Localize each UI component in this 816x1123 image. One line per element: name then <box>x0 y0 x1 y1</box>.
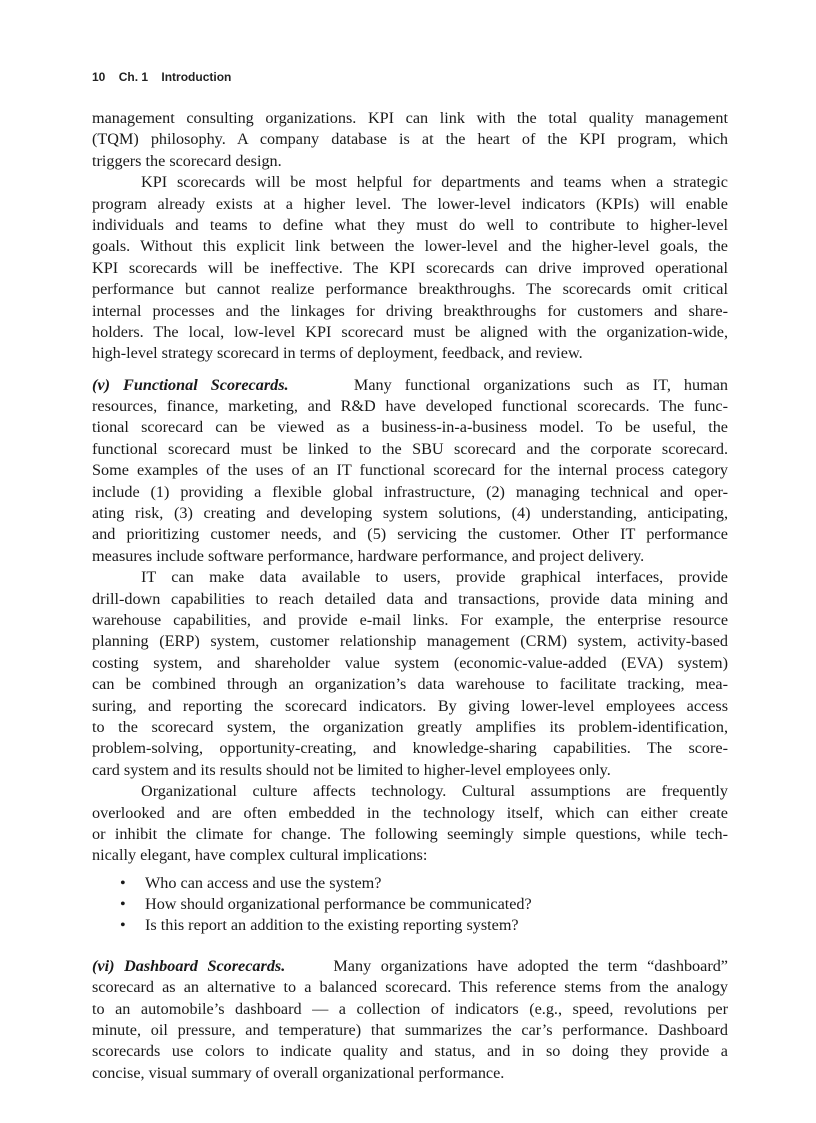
text-line: to an automobile’s dashboard — a collection of indicators (e.g., speed, revolutions per <box>92 999 728 1018</box>
text-line: holders. The local, low-level KPI scorecard must be aligned with the organization-wide, <box>92 322 728 341</box>
text-line: include (1) providing a flexible global infrastructure, (2) managing technical and oper- <box>92 482 728 501</box>
text-line: internal processes and the linkages for driving breakthroughs for customers and share- <box>92 301 728 320</box>
text-line: concise, visual summary of overall organizational performance. <box>92 1063 505 1082</box>
text-line: tional scorecard can be viewed as a business-in-a-business model. To be useful, the <box>92 418 728 437</box>
text-line: (TQM) philosophy. A company database is at the heart of the KPI program, which <box>92 130 728 149</box>
section-heading: (v) Functional Scorecards. <box>92 375 289 394</box>
paragraph-text: Many functional organizations such as IT, human <box>353 375 728 394</box>
text-line: drill-down capabilities to reach detailed data and transactions, provide data mining and <box>92 589 728 608</box>
text-line: program already exists at a higher level. The lower-level indicators (KPIs) will enable <box>92 194 728 213</box>
paragraph-kpi-scorecards <box>92 172 728 365</box>
paragraph-dashboard-scorecards <box>92 977 728 1084</box>
bullet-list <box>92 873 728 937</box>
text-line: KPI scorecards will be most helpful for departments and teams when a strategic <box>141 173 728 192</box>
chapter-label: Ch. 1 <box>118 70 149 84</box>
text-line: minute, oil pressure, and temperature) that summarizes the car’s performance. Dashboard <box>92 1021 728 1040</box>
bullet-icon: • <box>120 873 126 892</box>
paragraph-functional-scorecards <box>92 396 728 567</box>
running-header <box>92 70 241 84</box>
section-heading: (vi) Dashboard Scorecards. <box>92 956 286 975</box>
text-line: high-level strategy scorecard in terms of deployment, feedback, and review. <box>92 344 583 363</box>
paragraph-kpi-intro <box>92 108 728 172</box>
list-item-text: Is this report an addition to the existing reporting system? <box>145 916 519 935</box>
text-line: triggers the scorecard design. <box>92 151 282 170</box>
text-line: can be combined through an organization’s data warehouse to facilitate tracking, mea- <box>92 675 728 694</box>
text-line: and prioritizing customer needs, and (5) servicing the customer. Other IT performance <box>92 525 728 544</box>
section-v-heading-line <box>92 375 728 396</box>
text-line: individuals and teams to define what they must do well to contribute to higher-level <box>92 215 728 234</box>
list-item <box>92 915 728 936</box>
text-line: functional scorecard must be linked to the SBU scorecard and the corporate scorecard. <box>92 439 728 458</box>
text-line: scorecards use colors to indicate quality and status, and in so doing they provide a <box>92 1042 728 1061</box>
text-line: overlooked and are often embedded in the technology itself, which can either create <box>92 803 728 822</box>
bullet-icon: • <box>120 916 126 935</box>
text-line: Organizational culture affects technology. Cultural assumptions are frequently <box>141 782 728 801</box>
text-line: problem-solving, opportunity-creating, and knowledge-sharing capabilities. The score- <box>92 739 728 758</box>
text-line: warehouse capabilities, and provide e-mail links. For example, the enterprise resource <box>92 610 728 629</box>
text-line: scorecard as an alternative to a balanced scorecard. This reference stems from the analogy <box>92 978 728 997</box>
chapter-title: Introduction <box>161 70 232 84</box>
text-line: goals. Without this explicit link between the lower-level and the higher-level goals, the <box>92 237 728 256</box>
section-vi-heading-line <box>92 956 728 977</box>
text-line: Some examples of the uses of an IT functional scorecard for the internal process category <box>92 461 728 480</box>
paragraph-culture <box>92 781 728 867</box>
list-item <box>92 873 728 894</box>
text-line: suring, and reporting the scorecard indicators. By giving lower-level employees access <box>92 696 728 715</box>
text-line: measures include software performance, hardware performance, and project delivery. <box>92 546 645 565</box>
text-line: planning (ERP) system, customer relationship management (CRM) system, activity-based <box>92 632 728 651</box>
text-line: card system and its results should not be limited to higher-level employees only. <box>92 760 611 779</box>
text-line: performance but cannot realize performance breakthroughs. The scorecards omit critical <box>92 280 728 299</box>
text-line: KPI scorecards will be ineffective. The KPI scorecards can drive improved operational <box>92 258 728 277</box>
text-line: costing system, and shareholder value system (economic-value-added (EVA) system) <box>92 653 728 672</box>
bullet-icon: • <box>120 895 126 914</box>
list-item <box>92 894 728 915</box>
page-number: 10 <box>92 70 106 84</box>
paragraph-it-data <box>92 567 728 781</box>
list-item-text: Who can access and use the system? <box>145 873 382 892</box>
paragraph-text: Many organizations have adopted the term “dashboard” <box>333 956 728 975</box>
text-line: management consulting organizations. KPI can link with the total quality management <box>92 109 728 127</box>
text-line: to the scorecard system, the organization greatly amplifies its problem-identification, <box>92 717 728 736</box>
page-body <box>92 108 728 1084</box>
text-line: IT can make data available to users, provide graphical interfaces, provide <box>141 568 728 587</box>
text-line: nically elegant, have complex cultural implications: <box>92 846 428 865</box>
list-item-text: How should organizational performance be communicated? <box>145 895 532 914</box>
text-line: resources, finance, marketing, and R&D have developed functional scorecards. The func- <box>92 397 728 416</box>
text-line: ating risk, (3) creating and developing system solutions, (4) understanding, anticipating, <box>92 504 728 523</box>
text-line: or inhibit the climate for change. The following seemingly simple questions, while tech- <box>92 824 728 843</box>
